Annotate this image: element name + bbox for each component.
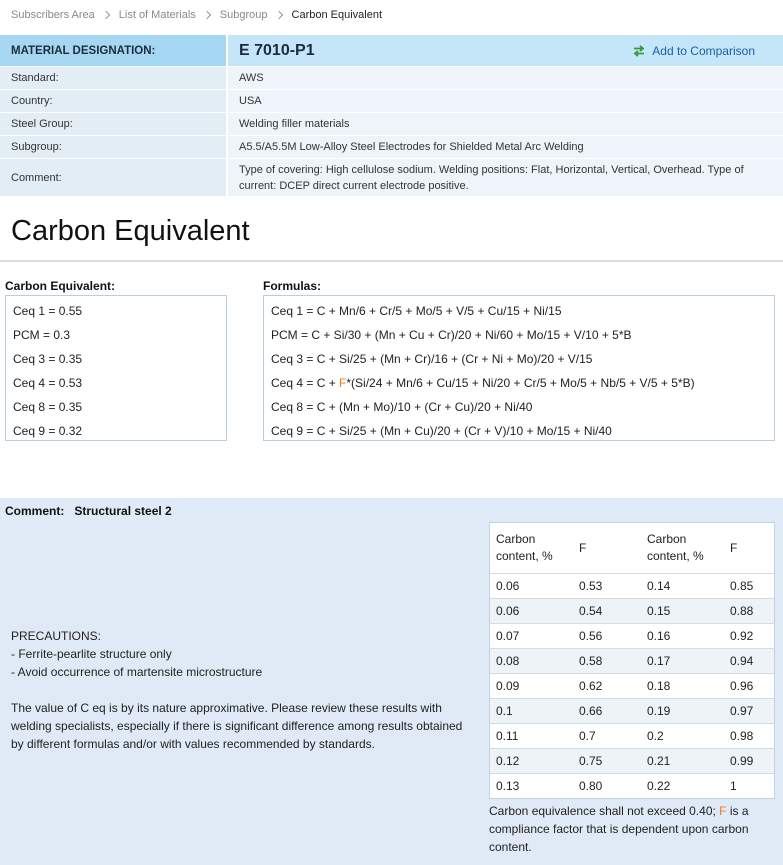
table-cell: 0.17 xyxy=(647,653,671,668)
breadcrumb-list-of-materials[interactable]: List of Materials xyxy=(118,9,196,21)
precaution-item: - Ferrite-pearlite structure only xyxy=(11,647,172,661)
comment-heading-value: Structural steel 2 xyxy=(74,504,172,518)
material-row-steel-group xyxy=(0,113,783,136)
carbon-equivalent-label: Carbon Equivalent: xyxy=(5,279,116,293)
comment-value: Type of covering: High cellulose sodium. Welding positions: Flat, Horizontal, Vertical, Overhead. Type of current: DCEP direct current electrode positive. xyxy=(228,159,783,196)
precautions-title: PRECAUTIONS: xyxy=(11,629,102,643)
table-cell: 0.66 xyxy=(579,703,603,718)
ceq-value: Ceq 8 = 0.35 xyxy=(13,400,83,414)
breadcrumb-current: Carbon Equivalent xyxy=(291,9,383,21)
table-cell: 0.62 xyxy=(579,678,603,693)
table-cell: 0.92 xyxy=(730,628,754,643)
country-value: USA xyxy=(228,90,783,112)
formula-line xyxy=(271,371,767,395)
formula-text: Ceq 4 = C + xyxy=(271,376,340,390)
material-designation: E 7010-P1 xyxy=(239,41,315,59)
note-text: Carbon equivalence shall not exceed 0.40; xyxy=(489,804,720,818)
precautions-text: The value of C eq is by its nature approximative. Please review these results with welding specialists, especially if there is significant difference among results obtained by different formulas and/or with values recommended by standards. xyxy=(11,701,463,751)
chevron-right-icon xyxy=(274,11,282,19)
table-row xyxy=(490,623,774,648)
precaution-item: - Avoid occurrence of martensite microstructure xyxy=(11,665,263,679)
table-cell: 0.2 xyxy=(647,728,664,743)
table-cell: 0.06 xyxy=(496,603,520,618)
column-header: F xyxy=(579,540,587,555)
ceq-value: PCM = 0.3 xyxy=(13,328,71,342)
standard-value: AWS xyxy=(228,67,783,89)
comment-section xyxy=(0,498,783,865)
formula-line: Ceq 8 = C + (Mn + Mo)/10 + (Cr + Cu)/20 + Ni/40 xyxy=(271,400,533,414)
comment-label: Comment: xyxy=(0,159,228,196)
table-cell: 0.18 xyxy=(647,678,671,693)
formula-text: *(Si/24 + Mn/6 + Cu/15 + Ni/20 + Cr/5 + Mo/5 + Nb/5 + V/5 + 5*B) xyxy=(346,376,695,390)
table-cell: 0.97 xyxy=(730,703,754,718)
table-cell: 0.21 xyxy=(647,753,671,768)
formula-line: PCM = C + Si/30 + (Mn + Cu + Cr)/20 + Ni/60 + Mo/15 + V/10 + 5*B xyxy=(271,328,632,342)
formula-line: Ceq 9 = C + Si/25 + (Mn + Cu)/20 + (Cr + V)/10 + Mo/15 + Ni/40 xyxy=(271,424,612,438)
table-cell: 0.85 xyxy=(730,578,754,593)
column-header: Carbon content, % xyxy=(647,532,704,563)
factor-f: F xyxy=(339,376,347,390)
material-row-standard xyxy=(0,67,783,90)
add-to-comparison-label[interactable]: Add to Comparison xyxy=(652,43,755,58)
table-header-row xyxy=(490,523,774,573)
comment-heading xyxy=(5,504,172,518)
table-cell: 0.09 xyxy=(496,678,520,693)
table-cell: 0.56 xyxy=(579,628,603,643)
subgroup-value: A5.5/A5.5M Low-Alloy Steel Electrodes for Shielded Metal Arc Welding xyxy=(228,136,783,158)
comment-heading-label: Comment: xyxy=(5,504,65,518)
table-cell: 0.08 xyxy=(496,653,520,668)
note-text: is a compliance factor that is dependent upon carbon content. xyxy=(489,804,749,854)
subgroup-label: Subgroup: xyxy=(0,136,228,158)
ceq-value: Ceq 4 = 0.53 xyxy=(13,376,83,390)
ceq-value: Ceq 9 = 0.32 xyxy=(13,424,83,438)
compare-arrows-icon xyxy=(633,45,645,57)
table-cell: 0.19 xyxy=(647,703,671,718)
table-cell: 0.15 xyxy=(647,603,671,618)
table-cell: 0.22 xyxy=(647,778,671,793)
table-row xyxy=(490,598,774,623)
table-cell: 0.11 xyxy=(496,728,519,743)
table-cell: 0.98 xyxy=(730,728,754,743)
ceq-value: Ceq 3 = 0.35 xyxy=(13,352,83,366)
material-header-value xyxy=(228,35,783,66)
divider xyxy=(0,260,783,262)
material-info-table xyxy=(0,35,783,197)
table-cell: 0.99 xyxy=(730,753,754,768)
table-row xyxy=(490,698,774,723)
table-cell: 0.80 xyxy=(579,778,603,793)
table-cell: 0.75 xyxy=(579,753,603,768)
table-cell: 0.14 xyxy=(647,578,671,593)
column-header: F xyxy=(730,540,738,555)
table-row xyxy=(490,773,774,798)
carbon-equivalent-values-box xyxy=(5,295,227,441)
table-cell: 0.88 xyxy=(730,603,754,618)
material-row-country xyxy=(0,90,783,113)
breadcrumb-subscribers-area[interactable]: Subscribers Area xyxy=(11,9,95,21)
table-cell: 0.58 xyxy=(579,653,603,668)
formula-line: Ceq 1 = C + Mn/6 + Cr/5 + Mo/5 + V/5 + Cu/15 + Ni/15 xyxy=(271,304,562,318)
table-cell: 0.06 xyxy=(496,578,520,593)
chevron-right-icon xyxy=(102,11,110,19)
table-cell: 0.54 xyxy=(579,603,603,618)
breadcrumb-subgroup[interactable]: Subgroup xyxy=(219,9,268,21)
table-cell: 0.13 xyxy=(496,778,520,793)
country-label: Country: xyxy=(0,90,228,112)
material-designation-label: MATERIAL DESIGNATION: xyxy=(0,35,228,66)
standard-label: Standard: xyxy=(0,67,228,89)
page-title: Carbon Equivalent xyxy=(11,215,250,247)
table-cell: 0.53 xyxy=(579,578,603,593)
material-row-comment xyxy=(0,159,783,197)
f-factor-table xyxy=(489,522,775,799)
table-body xyxy=(490,573,774,798)
material-row-subgroup xyxy=(0,136,783,159)
steel-group-label: Steel Group: xyxy=(0,113,228,135)
column-header: Carbon content, % xyxy=(496,532,553,563)
formulas-label: Formulas: xyxy=(263,279,322,293)
compliance-note xyxy=(489,802,775,856)
precautions-block xyxy=(11,627,471,753)
formula-line: Ceq 3 = C + Si/25 + (Mn + Cr)/16 + (Cr + Ni + Mo)/20 + V/15 xyxy=(271,352,593,366)
table-row xyxy=(490,748,774,773)
chevron-right-icon xyxy=(203,11,211,19)
steel-group-value: Welding filler materials xyxy=(228,113,783,135)
table-cell: 0.07 xyxy=(496,628,520,643)
table-row xyxy=(490,648,774,673)
table-cell: 0.1 xyxy=(496,703,513,718)
table-cell: 0.96 xyxy=(730,678,754,693)
formulas-box xyxy=(263,295,775,441)
table-row xyxy=(490,723,774,748)
table-cell: 0.7 xyxy=(579,728,596,743)
table-row xyxy=(490,673,774,698)
ceq-value: Ceq 1 = 0.55 xyxy=(13,304,83,318)
breadcrumb xyxy=(11,7,382,23)
material-header-row xyxy=(0,35,783,67)
table-cell: 0.16 xyxy=(647,628,671,643)
add-to-comparison-button[interactable] xyxy=(633,43,755,59)
table-cell: 0.12 xyxy=(496,753,520,768)
table-cell: 1 xyxy=(730,778,737,793)
factor-f: F xyxy=(719,804,727,818)
table-row xyxy=(490,573,774,598)
table-cell: 0.94 xyxy=(730,653,754,668)
